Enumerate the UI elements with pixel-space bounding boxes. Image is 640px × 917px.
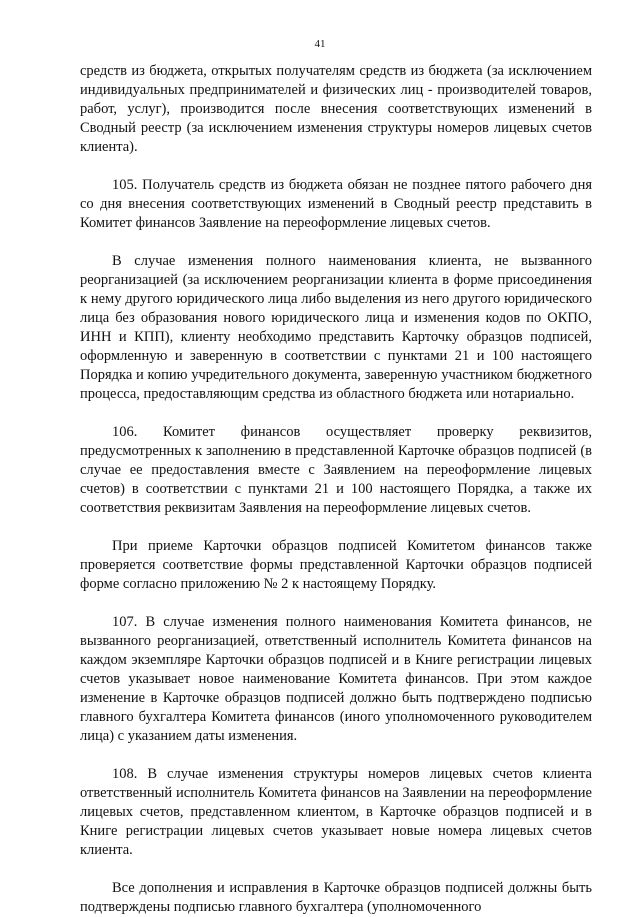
paragraph-106: 106. Комитет финансов осуществляет проверку реквизитов, предусмотренных к заполнению в представленной Карточке образцов подписей (в случае ее предоставления вместе с Заявлением на переоформление лицевых счетов) в соответствии с пунктами 21 и 100 настоящего Порядка, а также их соответствия реквизитам Заявления на переоформление лицевых счетов. <box>80 424 592 516</box>
paragraph-108: 108. В случае изменения структуры номеров лицевых счетов клиента ответственный исполнитель Комитета финансов на Заявлении на переоформление лицевых счетов, представленном клиентом, в Карточке образцов подписей и в Книге регистрации лицевых счетов указывает новые номера лицевых счетов клиента. <box>80 766 592 858</box>
page-number: 41 <box>314 38 326 50</box>
paragraph-105: 105. Получатель средств из бюджета обязан не позднее пятого рабочего дня со дня внесения соответствующих изменений в Сводный реестр представить в Комитет финансов Заявление на переоформление лицевых счетов. <box>80 177 592 231</box>
document-body <box>80 62 592 917</box>
paragraph-card-check: При приеме Карточки образцов подписей Комитетом финансов также проверяется соответствие формы представленной Карточки образцов подписей форме согласно приложению № 2 к настоящему Порядку. <box>80 538 592 592</box>
paragraph-amendments: Все дополнения и исправления в Карточке образцов подписей должны быть подтверждены подписью главного бухгалтера (уполномоченного <box>80 880 592 915</box>
paragraph-name-change: В случае изменения полного наименования клиента, не вызванного реорганизацией (за исключением реорганизации клиента в форме присоединения к нему другого юридического лица либо выделения из него другого юридического лица без образования нового юридического лица и изменения кодов по ОКПО, ИНН и КПП), клиенту необходимо представить Карточку образцов подписей, оформленную и заверенную в соответствии с пунктами 21 и 100 настоящего Порядка и копию учредительного документа, заверенную участником бюджетного процесса, предоставляющим средства из областного бюджета или нотариально. <box>80 253 592 402</box>
paragraph-107: 107. В случае изменения полного наименования Комитета финансов, не вызванного реорганизацией, ответственный исполнитель Комитета финансов на каждом экземпляре Карточки образцов подписей и в Книге регистрации лицевых счетов указывает новое наименование Комитета финансов. При этом каждое изменение в Карточке образцов подписей должно быть подтверждено подписью главного бухгалтера Комитета финансов (иного уполномоченного руководителем лица) с указанием даты изменения. <box>80 614 592 744</box>
paragraph-continuation: средств из бюджета, открытых получателям средств из бюджета (за исключением индивидуальных предпринимателей и физических лиц - производителей товаров, работ, услуг), производится после внесения соответствующих изменений в Сводный реестр (за исключением изменения структуры номеров лицевых счетов клиента). <box>80 63 592 155</box>
